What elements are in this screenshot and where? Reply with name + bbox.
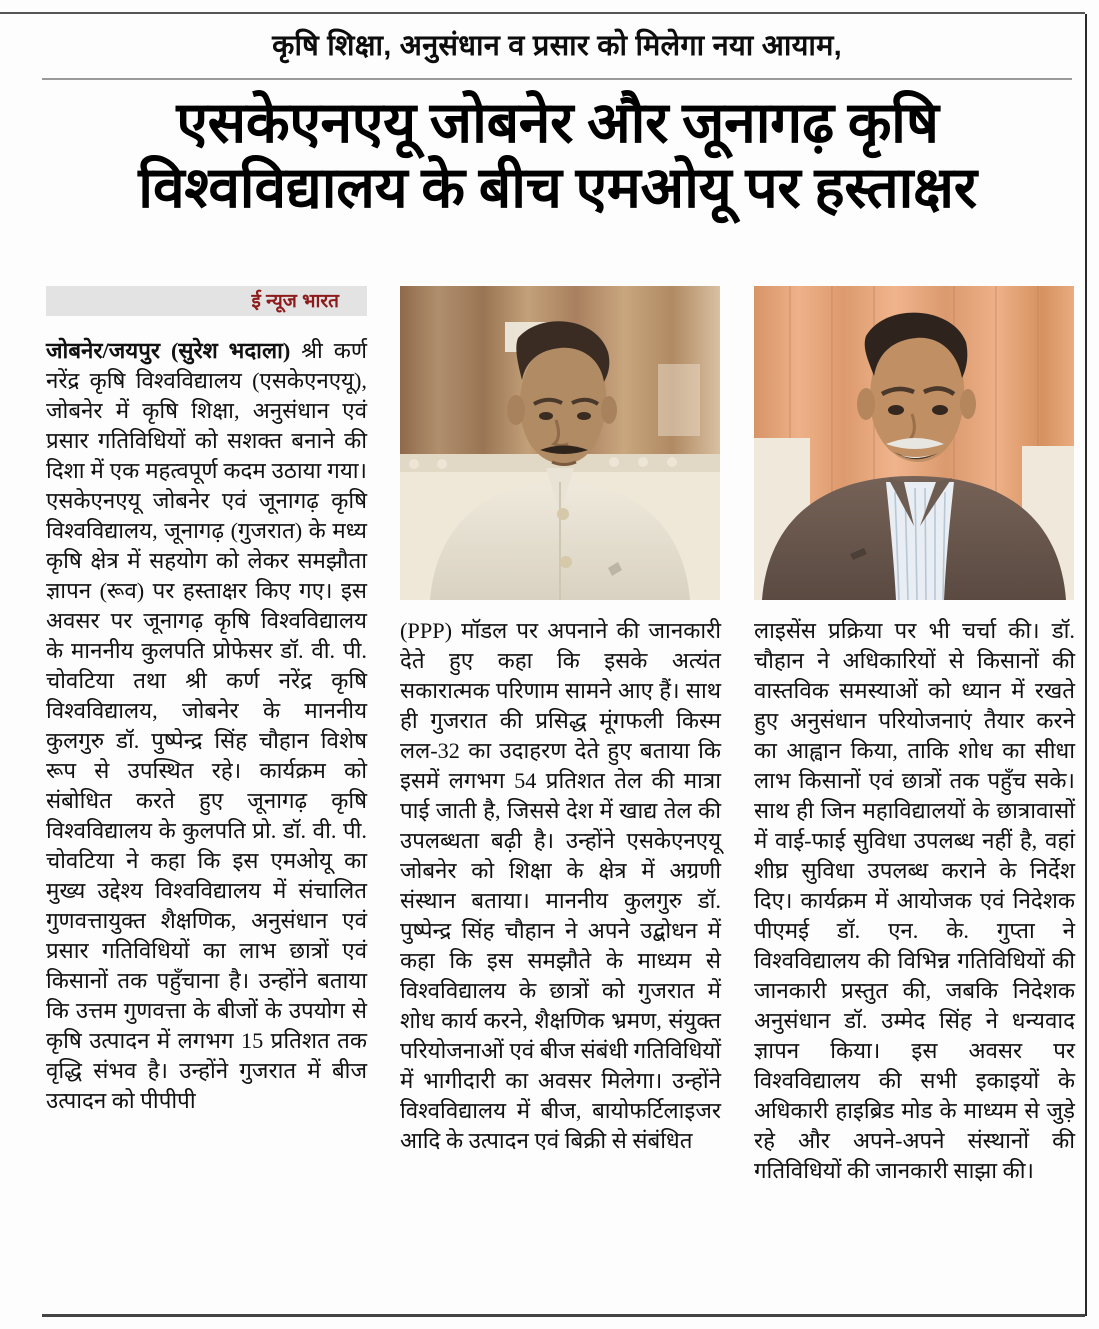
article-body-column-three: लाइसेंस प्रक्रिया पर भी चर्चा की। डॉ. चौहान ने अधिकारियों से किसानों की वास्तविक समस्याओं को ध्यान में रखते हुए अनुसंधान परियोजनाएं तैयार करने का आह्वान किया, ताकि शोध का सीधा लाभ किसानों एवं छात्रों तक पहुँच सके। साथ ही जिन महाविद्यालयों के छात्रावासों में वाई-फाई सुविधा उपलब्ध नहीं है, वहां शीघ्र सुविधा उपलब्ध कराने के निर्देश दिए। कार्यक्रम में आयोजक एवं निदेशक पीएमई डॉ. एन. के. गुप्ता ने विश्वविद्यालय की विभिन्न गतिविधियों की जानकारी प्रस्तुत की, जबकि निदेशक अनुसंधान डॉ. उम्मेद सिंह ने धन्यवाद ज्ञापन किया। इस अवसर पर विश्वविद्यालय की सभी इकाइयों के अधिकारी हाइब्रिड मोड के माध्यम से जुड़े रहे और अपने-अपने संस्थानों की गतिविधियों की जानकारी साझा की। [754,618,1075,1183]
kicker-wrapper [42,30,1072,63]
column-two [400,286,721,1312]
kicker-underline-rule [42,78,1072,80]
kicker-headline: कृषि शिक्षा, अनुसंधान व प्रसार को मिलेगा नया आयाम, [272,30,842,62]
dateline: जोबनेर/जयपुर (सुरेश भदाला) [46,338,291,363]
headline-line-1: एसकेएनएयू जोबनेर और जूनागढ़ कृषि [176,92,939,155]
status-badge [46,286,367,316]
photo-left-dignitary [400,286,720,600]
article-columns [46,286,1076,1312]
article-body-column-two: (PPP) मॉडल पर अपनाने की जानकारी देते हुए कहा कि इसके अत्यंत सकारात्मक परिणाम सामने आए हैं। साथ ही गुजरात की प्रसिद्ध मूंगफली किस्म लल-32 का उदाहरण देते हुए बताया कि इसमें लगभग 54 प्रतिशत तेल की मात्रा पाई जाती है, जिससे देश में खाद्य तेल की उपलब्धता बढ़ी है। उन्होंने एसकेएनएयू जोबनेर को शिक्षा के क्षेत्र में अग्रणी संस्थान बताया। माननीय कुलगुरु डॉ. पुष्पेन्द्र सिंह चौहान ने अपने उद्बोधन में कहा कि इस समझौते के माध्यम से विश्वविद्यालय के छात्रों को गुजरात में शोध कार्य करने, शैक्षणिक भ्रमण, संयुक्त परियोजनाओं एवं बीज संबंधी गतिविधियों में भागीदारी का अवसर मिलेगा। उन्होंने विश्वविद्यालय में बीज, बायोफर्टिलाइजर आदि के उत्पादन एवं बिक्री से संबंधित [400,618,721,1153]
article-body-column-one [46,336,367,1116]
article-text-one: श्री कर्ण नरेंद्र कृषि विश्वविद्यालय (एसकेएनएयू), जोबनेर में कृषि शिक्षा, अनुसंधान एवं प्रसार गतिविधियों को सशक्त बनाने की दिशा में एक महत्वपूर्ण कदम उठाया गया। एसकेएनएयू जोबनेर एवं जूनागढ़ कृषि विश्वविद्यालय, जूनागढ़ (गुजरात) के मध्य कृषि क्षेत्र में सहयोग को लेकर समझौता ज्ञापन (रूव) पर हस्ताक्षर किए गए। इस अवसर पर जूनागढ़ कृषि विश्वविद्यालय के माननीय कुलपति प्रोफेसर डॉ. वी. पी. चोवटिया तथा श्री कर्ण नरेंद्र कृषि विश्वविद्यालय, जोबनेर के माननीय कुलगुरु डॉ. पुष्पेन्द्र सिंह चौहान विशेष रूप से उपस्थित रहे। कार्यक्रम को संबोधित करते हुए जूनागढ़ कृषि विश्वविद्यालय के कुलपति प्रो. डॉ. वी. पी. चोवटिया ने कहा कि इस एमओयू का मुख्य उद्देश्य विश्वविद्यालय में संचालित गुणवत्तायुक्त शैक्षणिक, अनुसंधान एवं प्रसार गतिविधियों का लाभ छात्रों एवं किसानों तक पहुँचाना है। उन्होंने बताया कि उत्तम गुणवत्ता के बीजों के उपयोग से कृषि उत्पादन में लगभग 15 प्रतिशत तक वृद्धि संभव है। उन्होंने गुजरात में बीज उत्पादन को पीपीपी [46,338,367,1113]
column-three [754,286,1075,1312]
headline-line-2: विश्वविद्यालय के बीच एमओयू पर हस्ताक्षर [138,156,977,220]
column-one [46,286,367,1312]
page-title [40,92,1075,222]
bottom-rule [42,1314,1085,1317]
photo-right-illustration [754,286,1074,600]
photo-right-dignitary [754,286,1074,600]
byline-badge-label: ई न्यूज भारत [251,290,339,312]
right-vertical-rule [1085,14,1087,1316]
photo-left-illustration [400,286,720,600]
top-rule [0,12,1085,14]
